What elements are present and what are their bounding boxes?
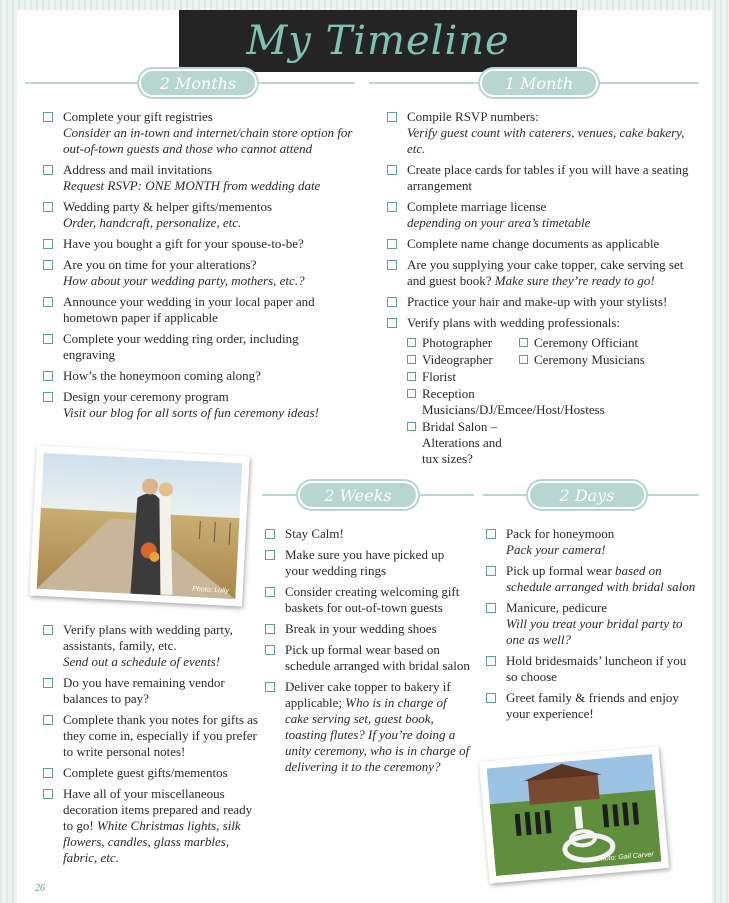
item-text: Compile RSVP numbers:: [407, 109, 539, 124]
two-months-item: [43, 162, 353, 194]
checklist-1-month: [387, 109, 697, 472]
item-note: White Christmas lights, silk flowers, candles, glass marbles, fabric, etc.: [63, 818, 241, 865]
two-days-item: [486, 563, 698, 595]
checkbox[interactable]: [43, 165, 53, 175]
item-text: Break in your wedding shoes: [285, 621, 437, 636]
item-note: Consider an in-town and internet/chain store option for out-of-town guests and those who cannot attend: [63, 125, 353, 156]
item-note: Make sure they’re ready to go!: [494, 273, 655, 288]
checkbox[interactable]: [43, 297, 53, 307]
two-weeks-item: [265, 547, 470, 579]
professional-bridal-salon: [407, 419, 519, 467]
checkbox[interactable]: [387, 112, 397, 122]
item-text: Pack for honeymoon: [506, 526, 615, 541]
section-label-2-days: 2 Days: [528, 481, 646, 509]
checkbox[interactable]: [265, 529, 275, 539]
checkbox[interactable]: [486, 693, 496, 703]
wedding-party-photo-credit: Photo: Gail Carver: [596, 851, 655, 864]
checkbox[interactable]: [43, 334, 53, 344]
checkbox[interactable]: [265, 682, 275, 692]
professional-label: Ceremony Musicians: [534, 352, 645, 367]
couple-photo-credit: Photo: Lully: [191, 585, 229, 595]
two-months-item: [43, 368, 353, 384]
checkbox[interactable]: [407, 338, 416, 347]
item-note: Pack your camera!: [506, 542, 606, 557]
checklist-2-days: [486, 526, 698, 727]
item-text: Greet family & friends and enjoy your experience!: [506, 690, 679, 721]
item-text: Complete marriage license: [407, 199, 547, 214]
professional-reception: [407, 386, 605, 418]
item-text: Pick up formal wear: [506, 563, 612, 578]
professionals-checklist: [407, 335, 697, 467]
professional-label: Reception Musicians/DJ/Emcee/Host/Hostess: [422, 386, 605, 417]
item-text: Have all of your miscellaneous decoration items prepared and ready to go!: [63, 786, 253, 833]
page-number: 26: [35, 883, 45, 894]
wedding-party-photo: [479, 746, 669, 883]
two-days-item: [486, 526, 698, 558]
couple-photo: [29, 446, 250, 607]
item-text: Create place cards for tables if you will have a seating arrangement: [407, 162, 689, 193]
item-text: Announce your wedding in your local paper and hometown paper if applicable: [63, 294, 315, 325]
section-label-1-month: 1 Month: [480, 69, 598, 97]
checkbox[interactable]: [407, 389, 416, 398]
checkbox[interactable]: [387, 318, 397, 328]
two-days-item: [486, 690, 698, 722]
two-weeks-item: [265, 642, 470, 674]
two-weeks-item: [265, 621, 470, 637]
checkbox[interactable]: [265, 550, 275, 560]
one-month-item: [387, 236, 697, 252]
item-text: Make sure you have picked up your wedding rings: [285, 547, 445, 578]
professionals-row: [407, 352, 697, 368]
professional-ceremony-musicians: [519, 352, 645, 368]
item-text: Complete your wedding ring order, including engraving: [63, 331, 299, 362]
page: [17, 10, 712, 903]
checkbox[interactable]: [265, 587, 275, 597]
checkbox[interactable]: [43, 789, 53, 799]
checkbox[interactable]: [407, 355, 416, 364]
checklist-2-months-continued: [43, 622, 258, 871]
professionals-row: [407, 419, 697, 467]
item-text: Design your ceremony program: [63, 389, 229, 404]
one-month-item: [387, 199, 697, 231]
checkbox[interactable]: [387, 165, 397, 175]
checkbox[interactable]: [387, 239, 397, 249]
item-note: based on schedule arranged with bridal salon: [506, 563, 696, 594]
two-days-item: [486, 600, 698, 648]
checklist-2-weeks: [265, 526, 470, 780]
professional-label: Bridal Salon – Alterations and tux sizes?: [422, 419, 502, 466]
two-months-item: [43, 786, 258, 866]
section-label-2-months: 2 Months: [139, 69, 257, 97]
checkbox[interactable]: [486, 656, 496, 666]
item-text: Verify plans with wedding professionals:: [407, 315, 621, 330]
two-months-item: [43, 622, 258, 670]
item-text: Stay Calm!: [285, 526, 344, 541]
professional-ceremony-officiant: [519, 335, 638, 351]
two-weeks-item: [265, 526, 470, 542]
item-note: Verify guest count with caterers, venues, cake bakery, etc.: [407, 125, 685, 156]
checkbox[interactable]: [43, 678, 53, 688]
two-months-item: [43, 331, 353, 363]
checkbox[interactable]: [486, 529, 496, 539]
item-text: Are you supplying your cake topper, cake serving set and guest book?: [407, 257, 684, 288]
item-note: Request RSVP: ONE MONTH from wedding date: [63, 178, 321, 193]
one-month-item: [387, 315, 697, 467]
two-months-item: [43, 675, 258, 707]
page-title: My Timeline: [246, 18, 510, 64]
checkbox[interactable]: [387, 260, 397, 270]
item-text: Consider creating welcoming gift baskets for out-of-town guests: [285, 584, 460, 615]
item-text: Complete thank you notes for gifts as they come in, especially if you prefer to write personal notes!: [63, 712, 258, 759]
two-months-item: [43, 294, 353, 326]
item-text: Complete guest gifts/mementos: [63, 765, 228, 780]
checkbox[interactable]: [43, 260, 53, 270]
item-note: Visit our blog for all sorts of fun ceremony ideas!: [63, 405, 320, 420]
checkbox[interactable]: [43, 768, 53, 778]
item-text: Deliver cake topper to bakery if applicable;: [285, 679, 451, 710]
two-months-item: [43, 199, 353, 231]
couple-photo-image: [37, 453, 243, 599]
item-note: depending on your area’s timetable: [407, 215, 591, 230]
checkbox[interactable]: [407, 372, 416, 381]
checkbox[interactable]: [265, 645, 275, 655]
item-text: Pick up formal wear based on schedule arranged with bridal salon: [285, 642, 470, 673]
item-text: Do you have remaining vendor balances to pay?: [63, 675, 225, 706]
two-months-item: [43, 389, 353, 421]
checkbox[interactable]: [43, 625, 53, 635]
professional-label: Photographer: [422, 335, 493, 350]
item-text: Complete name change documents as applicable: [407, 236, 660, 251]
professional-videographer: [407, 352, 519, 368]
checkbox[interactable]: [486, 603, 496, 613]
checkbox[interactable]: [43, 715, 53, 725]
checklist-2-months: [43, 109, 353, 426]
two-months-item: [43, 109, 353, 157]
professional-label: Ceremony Officiant: [534, 335, 639, 350]
two-months-item: [43, 712, 258, 760]
item-text: Wedding party & helper gifts/mementos: [63, 199, 273, 214]
checkbox[interactable]: [519, 355, 528, 364]
item-note: Who is in charge of cake serving set, guest book, toasting flutes? If you’re doing a unity ceremony, who is in charge of delivering it to the ceremony?: [285, 695, 470, 774]
item-text: Complete your gift registries: [63, 109, 213, 124]
checkbox[interactable]: [387, 202, 397, 212]
title-banner: [179, 10, 577, 72]
item-note: Will you treat your bridal party to one as well?: [506, 616, 683, 647]
item-note: Send out a schedule of events!: [63, 654, 221, 669]
two-weeks-item: [265, 584, 470, 616]
item-note: Order, handcraft, personalize, etc.: [63, 215, 242, 230]
checkbox[interactable]: [43, 239, 53, 249]
item-text: Are you on time for your alterations?: [63, 257, 257, 272]
professionals-row: [407, 335, 697, 351]
one-month-item: [387, 109, 697, 157]
two-days-item: [486, 653, 698, 685]
checkbox[interactable]: [519, 338, 528, 347]
professional-photographer: [407, 335, 519, 351]
item-text: Address and mail invitations: [63, 162, 213, 177]
professional-florist: [407, 369, 519, 385]
checkbox[interactable]: [265, 624, 275, 634]
one-month-item: [387, 294, 697, 310]
item-text: Manicure, pedicure: [506, 600, 608, 615]
item-text: Verify plans with wedding party, assistants, family, etc.: [63, 622, 233, 653]
two-months-item: [43, 765, 258, 781]
checkbox[interactable]: [486, 566, 496, 576]
professional-label: Florist: [422, 369, 456, 384]
item-text: How’s the honeymoon coming along?: [63, 368, 261, 383]
professionals-row: [407, 386, 697, 418]
section-label-2-weeks: 2 Weeks: [298, 481, 418, 509]
one-month-item: [387, 257, 697, 289]
item-text: Practice your hair and make-up with your stylists!: [407, 294, 668, 309]
two-months-item: [43, 257, 353, 289]
two-months-item: [43, 236, 353, 252]
item-text: Have you bought a gift for your spouse-to-be?: [63, 236, 304, 251]
checkbox[interactable]: [43, 371, 53, 381]
checkbox[interactable]: [43, 112, 53, 122]
professional-label: Videographer: [422, 352, 493, 367]
item-note: How about your wedding party, mothers, etc.?: [63, 273, 305, 288]
checkbox[interactable]: [387, 297, 397, 307]
item-text: Hold bridesmaids’ luncheon if you so choose: [506, 653, 687, 684]
checkbox[interactable]: [43, 392, 53, 402]
one-month-item: [387, 162, 697, 194]
professionals-row: [407, 369, 697, 385]
checkbox[interactable]: [407, 422, 416, 431]
two-weeks-item: [265, 679, 470, 775]
checkbox[interactable]: [43, 202, 53, 212]
